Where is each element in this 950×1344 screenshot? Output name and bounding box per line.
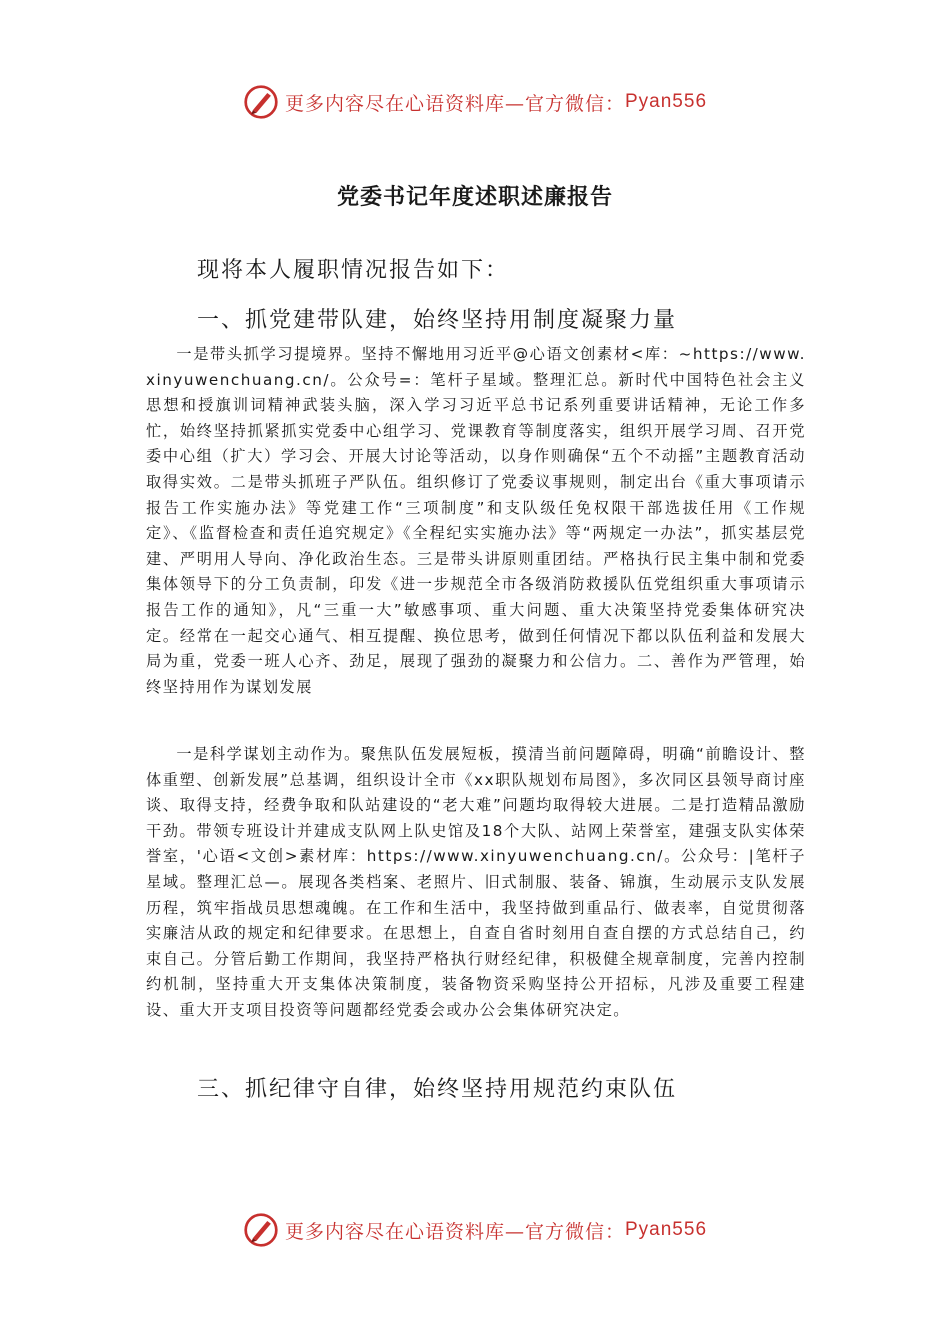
banner-text: 更多内容尽在心语资料库—官方微信： <box>284 92 625 115</box>
heading-one: 一、抓党建带队建，始终坚持用制度凝聚力量 <box>197 308 678 333</box>
banner-wechat-id: Pyan556 <box>625 91 708 112</box>
heading-three: 三、抓纪律守自律，始终坚持用规范约束队伍 <box>197 1077 678 1102</box>
paragraph-two: 一是科学谋划主动作为。聚焦队伍发展短板，摸清当前问题障碍，明确“前瞻设计、整体重塑、创新发展”总基调，组织设计全市《xx职队规划布局图》，多次同区县领导商讨座谈、取得支持，经费争取和队站建设的“老大难”问题均取得较大进展。二是打造精品激励干劲。带领专班设计并建成支队网上队史馆及18个大队、站网上荣誉室，建强支队实体荣誉室，'心语<文创>素材库：https://www.xinyuwenchuang.cn/。公众号：|笔杆子星域。整理汇总—。展现各类档案、老照片、旧式制服、装备、锦旗，生动展示支队发展历程，筑牢指战员思想魂魄。在工作和生活中，我坚持做到重品行、做表率，自觉贯彻落实廉洁从政的规定和纪律要求。在思想上，自查自省时刻用自查自摆的方式总结自己，约束自己。分管后勤工作期间，我坚持严格执行财经纪律，积极健全规章制度，完善内控制约机制，坚持重大开支集体决策制度，装备物资采购坚持公开招标，凡涉及重要工程建设、重大开支项目投资等问题都经党委会或办公会集体研究决定。 <box>146 745 806 1019</box>
banner-text: 更多内容尽在心语资料库—官方微信： <box>284 1220 625 1243</box>
banner-wechat-id: Pyan556 <box>625 1219 708 1240</box>
intro-line: 现将本人履职情况报告如下： <box>197 258 510 283</box>
footer-banner <box>0 1206 950 1254</box>
header-banner <box>0 78 950 126</box>
document-title: 党委书记年度述职述廉报告 <box>336 184 613 210</box>
pen-logo-icon <box>243 84 279 120</box>
paragraph-one: 一是带头抓学习提境界。坚持不懈地用习近平@心语文创素材<库：~https://www.xinyuwenchuang.cn/。公众号=：笔杆子星域。整理汇总。新时代中国特色社会主义思想和授旗训词精神武装头脑，深入学习习近平总书记系列重要讲话精神，无论工作多忙，始终坚持抓紧抓实党委中心组学习、党课教育等制度落实，组织开展学习周、召开党委中心组（扩大）学习会、开展大讨论等活动，以身作则确保“五个不动摇”主题教育活动取得实效。二是带头抓班子严队伍。组织修订了党委议事规则，制定出台《重大事项请示报告工作实施办法》等党建工作“三项制度”和支队级任免权限干部选拔任用《工作规定》、《监督检查和责任追究规定》《全程纪实实施办法》等“两规定一办法”，抓实基层党建、严明用人导向、净化政治生态。三是带头讲原则重团结。严格执行民主集中制和党委集体领导下的分工负责制，印发《进一步规范全市各级消防救援队伍党组织重大事项请示报告工作的通知》，凡“三重一大”敏感事项、重大问题、重大决策坚持党委集体研究决定。经常在一起交心通气、相互提醒、换位思考，做到任何情况下都以队伍利益和发展大局为重，党委一班人心齐、劲足，展现了强劲的凝聚力和公信力。二、善作为严管理，始终坚持用作为谋划发展 <box>146 345 806 696</box>
pen-logo-icon <box>243 1212 279 1248</box>
